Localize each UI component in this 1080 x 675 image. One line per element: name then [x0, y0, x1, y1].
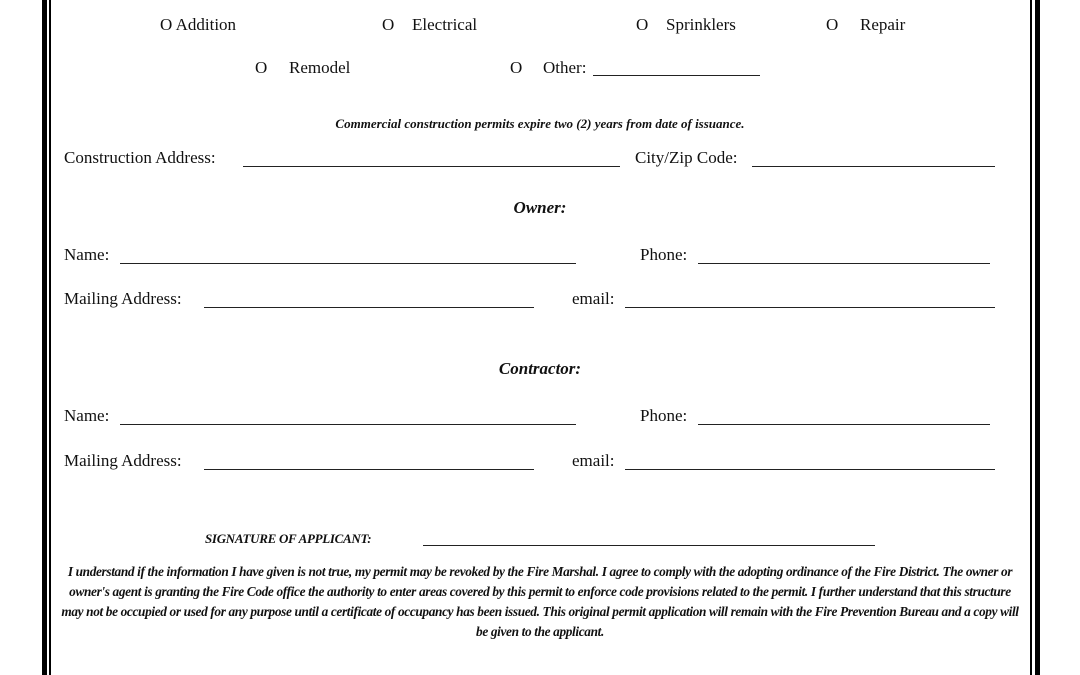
- other-field[interactable]: [593, 75, 760, 76]
- city-zip-label: City/Zip Code:: [635, 148, 738, 167]
- contractor-mailing-field[interactable]: [204, 469, 534, 470]
- page-border-right-inner: [1030, 0, 1032, 675]
- construction-address-field[interactable]: [243, 166, 620, 167]
- option-repair-label: Repair: [860, 15, 906, 34]
- signature-label: SIGNATURE OF APPLICANT:: [205, 531, 372, 546]
- owner-heading: Owner:: [513, 198, 567, 217]
- owner-mailing-label: Mailing Address:: [64, 289, 182, 308]
- owner-email-label: email:: [572, 289, 615, 308]
- owner-name-field[interactable]: [120, 263, 576, 264]
- radio-marker[interactable]: O: [636, 15, 649, 34]
- contractor-heading: Contractor:: [498, 359, 582, 378]
- contractor-name-label: Name:: [64, 406, 110, 425]
- expiry-note: Commercial construction permits expire two (2) years from date of issuance.: [335, 116, 745, 131]
- signature-field[interactable]: [423, 545, 875, 546]
- option-remodel-label: Remodel: [289, 58, 351, 77]
- radio-marker[interactable]: O: [510, 58, 523, 77]
- owner-phone-label: Phone:: [640, 245, 688, 264]
- owner-email-field[interactable]: [625, 307, 995, 308]
- contractor-name-field[interactable]: [120, 424, 576, 425]
- contractor-email-field[interactable]: [625, 469, 995, 470]
- option-addition[interactable]: [160, 15, 236, 35]
- contractor-phone-field[interactable]: [698, 424, 990, 425]
- option-electrical-label: Electrical: [412, 15, 478, 34]
- option-label: Addition: [175, 15, 237, 34]
- option-other-label: Other:: [543, 58, 587, 77]
- page-border-left-inner: [49, 0, 51, 675]
- radio-marker[interactable]: O: [255, 58, 268, 77]
- contractor-email-label: email:: [572, 451, 615, 470]
- owner-name-label: Name:: [64, 245, 110, 264]
- contractor-mailing-label: Mailing Address:: [64, 451, 182, 470]
- page-border-right: [1035, 0, 1040, 675]
- radio-marker[interactable]: O: [826, 15, 839, 34]
- radio-marker[interactable]: O: [382, 15, 395, 34]
- owner-mailing-field[interactable]: [204, 307, 534, 308]
- disclaimer-text: I understand if the information I have given is not true, my permit may be revoked by the Fire Marshal. I agree to comply with the adopting ordinance of the Fire District. The owner or owner's agent is granting the Fire Code office the authority to enter areas covered by this permit to enforce code provisions related to the permit. I further understand that this structure may not be occupied or used for any purpose until a certificate of occupancy has been issued. This original permit application will remain with the Fire Prevention Bureau and a copy will be given to the applicant.: [61, 564, 1019, 639]
- radio-marker[interactable]: O: [160, 15, 173, 34]
- owner-phone-field[interactable]: [698, 263, 990, 264]
- construction-address-label: Construction Address:: [64, 148, 216, 167]
- contractor-phone-label: Phone:: [640, 406, 688, 425]
- city-zip-field[interactable]: [752, 166, 995, 167]
- option-sprinklers-label: Sprinklers: [666, 15, 736, 34]
- page-border-left: [42, 0, 47, 675]
